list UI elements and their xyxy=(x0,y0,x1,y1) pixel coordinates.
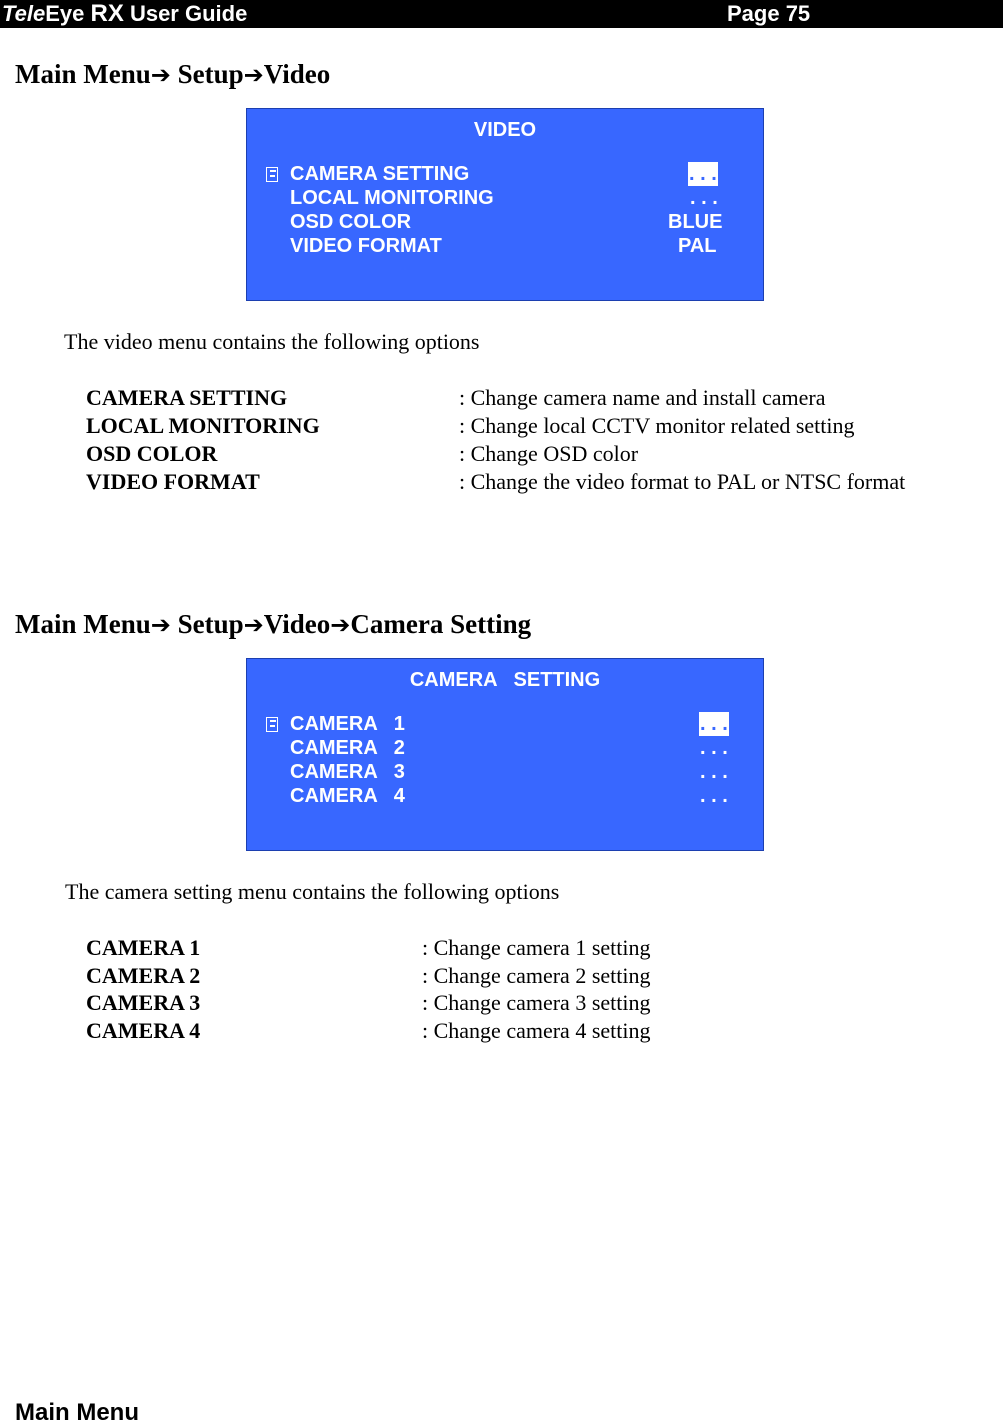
osd-row-value: . . . xyxy=(690,187,718,209)
option-desc: : Change camera 1 setting xyxy=(422,935,651,960)
osd-row-label: CAMERA 4 xyxy=(290,785,405,807)
next-section-title: Main Menu xyxy=(15,1399,139,1426)
breadcrumb-main-menu: Main Menu xyxy=(15,609,151,639)
osd-row-value: PAL xyxy=(678,235,717,257)
brand-guide: User Guide xyxy=(123,1,248,26)
breadcrumb-video: Video xyxy=(263,59,331,89)
right-arrow-icon: ➔ xyxy=(330,611,351,639)
osd-video-menu xyxy=(246,108,764,301)
right-arrow-icon: ➔ xyxy=(150,61,171,89)
osd-row-label: OSD COLOR xyxy=(290,211,412,233)
osd-row-label: CAMERA SETTING xyxy=(290,163,470,185)
breadcrumb-setup: Setup xyxy=(170,609,244,639)
osd-row-local-monitoring[interactable] xyxy=(247,186,763,210)
menu-cursor-icon xyxy=(266,167,278,182)
breadcrumb-main-menu: Main Menu xyxy=(15,59,151,89)
osd-row-label: CAMERA 3 xyxy=(290,761,405,783)
option-desc: : Change camera 3 setting xyxy=(422,990,651,1015)
right-arrow-icon: ➔ xyxy=(243,61,264,89)
option-desc: : Change camera 2 setting xyxy=(422,963,651,988)
guide-title xyxy=(2,0,247,27)
osd-row-value: . . . xyxy=(700,761,728,783)
right-arrow-icon: ➔ xyxy=(243,611,264,639)
option-desc: : Change OSD color xyxy=(459,441,639,466)
breadcrumb-video: Video xyxy=(263,609,331,639)
brand-rx: RX xyxy=(90,0,124,27)
option-desc: : Change local CCTV monitor related setting xyxy=(459,413,855,438)
right-arrow-icon: ➔ xyxy=(150,611,171,639)
osd-row-camera-setting[interactable] xyxy=(247,162,763,186)
osd-row-value: . . . xyxy=(700,713,728,735)
osd-row-value: . . . xyxy=(689,163,717,185)
brand-tele: Tele xyxy=(2,1,46,26)
osd-row-label: CAMERA 2 xyxy=(290,737,405,759)
option-name: LOCAL MONITORING xyxy=(86,413,320,438)
option-desc: : Change camera name and install camera xyxy=(459,385,826,410)
osd-row-camera-4[interactable] xyxy=(247,784,763,808)
option-name: CAMERA 4 xyxy=(86,1018,201,1043)
brand-eye: Eye xyxy=(45,1,91,26)
section-heading-camera-setting xyxy=(15,608,531,641)
osd-row-value: BLUE xyxy=(668,211,723,233)
section-intro: The video menu contains the following options xyxy=(64,329,480,354)
osd-row-osd-color[interactable] xyxy=(247,210,763,234)
osd-row-camera-1[interactable] xyxy=(247,712,763,736)
osd-row-camera-2[interactable] xyxy=(247,736,763,760)
option-name: CAMERA SETTING xyxy=(86,385,288,410)
osd-camera-setting-menu xyxy=(246,658,764,851)
osd-row-video-format[interactable] xyxy=(247,234,763,258)
section-intro: The camera setting menu contains the following options xyxy=(65,879,560,904)
section-heading-video xyxy=(15,58,330,91)
page-number: Page 75 xyxy=(727,1,811,26)
osd-row-camera-3[interactable] xyxy=(247,760,763,784)
breadcrumb-camera-setting: Camera Setting xyxy=(350,609,532,639)
option-desc: : Change camera 4 setting xyxy=(422,1018,651,1043)
page-header xyxy=(0,0,1003,28)
osd-row-label: VIDEO FORMAT xyxy=(290,235,442,257)
osd-row-label: CAMERA 1 xyxy=(290,713,405,735)
option-name: OSD COLOR xyxy=(86,441,218,466)
menu-cursor-icon xyxy=(266,717,278,732)
osd-row-value: . . . xyxy=(700,785,728,807)
breadcrumb-setup: Setup xyxy=(170,59,244,89)
osd-title: CAMERA SETTING xyxy=(409,669,601,691)
option-name: CAMERA 2 xyxy=(86,963,201,988)
osd-row-value: . . . xyxy=(700,737,728,759)
option-name: VIDEO FORMAT xyxy=(86,469,260,494)
osd-title: VIDEO xyxy=(473,119,537,141)
option-name: CAMERA 3 xyxy=(86,990,201,1015)
option-desc: : Change the video format to PAL or NTSC format xyxy=(459,469,906,494)
option-name: CAMERA 1 xyxy=(86,935,201,960)
osd-row-label: LOCAL MONITORING xyxy=(290,187,494,209)
